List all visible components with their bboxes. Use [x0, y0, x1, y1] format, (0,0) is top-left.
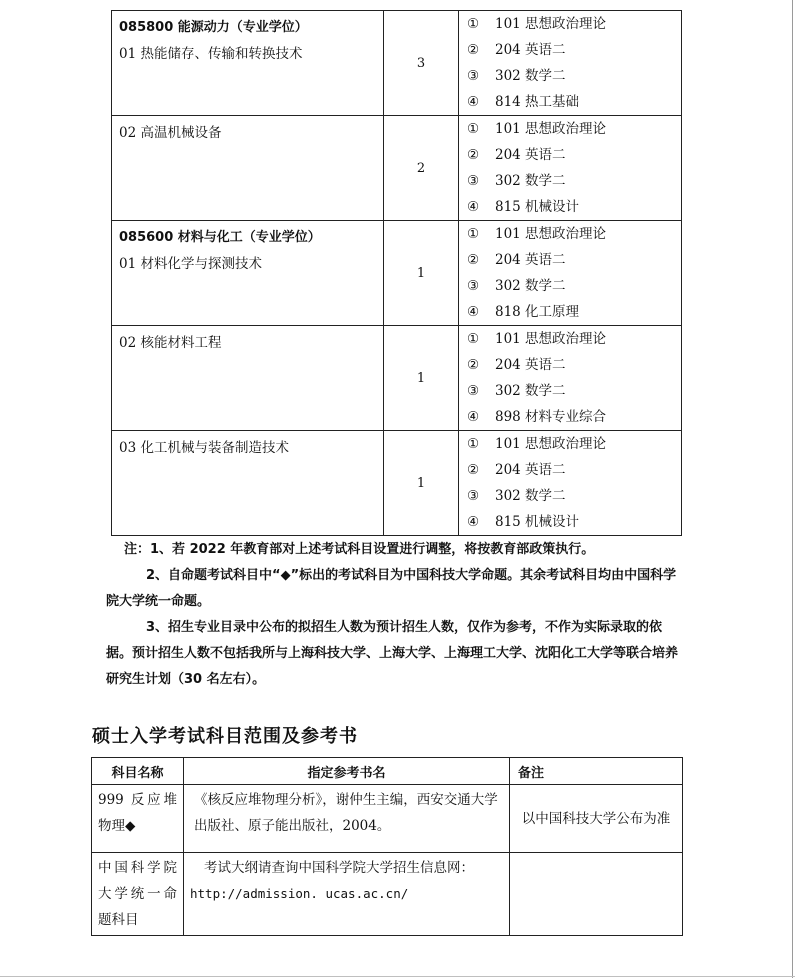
notes-section	[106, 537, 686, 693]
ref-remark: 以中国科技大学公布为准	[510, 785, 683, 853]
subject-number: ②	[467, 252, 480, 268]
reference-table	[91, 757, 683, 936]
subject-name: 898 材料专业综合	[495, 409, 607, 425]
subject-name: 818 化工原理	[495, 304, 580, 320]
reference-header-row	[92, 758, 683, 785]
subject-number: ④	[467, 514, 480, 530]
program-cell	[112, 431, 384, 536]
subject-name: 815 机械设计	[495, 199, 580, 215]
subject-number: ③	[467, 68, 480, 84]
exam-subject	[467, 142, 681, 168]
subjects-cell	[459, 326, 682, 431]
subject-name: 814 热工基础	[495, 94, 580, 110]
exam-subject	[467, 273, 681, 299]
quota-cell: 1	[384, 326, 459, 431]
program-direction: 03 化工机械与装备制造技术	[119, 440, 289, 456]
subject-number: ②	[467, 357, 480, 373]
note-3: 3、招生专业目录中公布的拟招生人数为预计招生人数，仅作为参考，不作为实际录取的依据。预计招生人数不包括我所与上海科技大学、上海大学、上海理工大学、沈阳化工大学等联合培养研究生计划（30 名左右）。	[106, 620, 679, 687]
subject-number: ④	[467, 199, 480, 215]
program-row	[112, 221, 682, 326]
subject-number: ③	[467, 173, 480, 189]
exam-subject	[467, 404, 681, 430]
exam-subject	[467, 63, 681, 89]
ref-book	[184, 785, 510, 853]
admission-link[interactable]: http://admission. ucas.ac.cn/	[190, 886, 409, 901]
subjects-cell	[459, 431, 682, 536]
subject-number: ①	[467, 331, 480, 347]
exam-subject	[467, 194, 681, 220]
subject-number: ①	[467, 16, 480, 32]
subject-name: 302 数学二	[495, 173, 566, 189]
exam-subject	[467, 168, 681, 194]
quota-cell: 1	[384, 221, 459, 326]
ref-book-text: 考试大纲请查询中国科学院大学招生信息网：	[204, 860, 474, 876]
subject-name: 204 英语二	[495, 462, 566, 478]
ref-subject: 999 反应堆物理◆	[92, 785, 184, 853]
reference-heading: 硕士入学考试科目范围及参考书	[92, 726, 358, 747]
quota-cell: 1	[384, 431, 459, 536]
exam-subject	[467, 89, 681, 115]
subject-number: ③	[467, 278, 480, 294]
exam-subject	[467, 221, 681, 247]
subject-number: ①	[467, 121, 480, 137]
subject-number: ④	[467, 94, 480, 110]
subject-name: 815 机械设计	[495, 514, 580, 530]
reference-row	[92, 853, 683, 936]
exam-subject	[467, 37, 681, 63]
page-edge-right	[792, 0, 793, 978]
program-title: 085600 材料与化工（专业学位）	[119, 230, 321, 245]
program-cell	[112, 116, 384, 221]
ref-subject: 中国科学院大学统一命题科目	[92, 853, 184, 936]
subject-number: ②	[467, 42, 480, 58]
subject-name: 101 思想政治理论	[495, 16, 607, 32]
subject-number: ②	[467, 147, 480, 163]
exam-subject	[467, 326, 681, 352]
exam-subject	[467, 378, 681, 404]
subject-name: 101 思想政治理论	[495, 226, 607, 242]
program-direction: 01 热能储存、传输和转换技术	[119, 46, 303, 62]
page-edge-bottom	[0, 976, 795, 977]
program-cell	[112, 326, 384, 431]
exam-subject	[467, 457, 681, 483]
program-direction: 02 高温机械设备	[119, 125, 222, 141]
subject-name: 204 英语二	[495, 42, 566, 58]
note-1: 注：1、若 2022 年教育部对上述考试科目设置进行调整，将按教育部政策执行。	[124, 542, 595, 557]
program-row	[112, 431, 682, 536]
ref-remark	[510, 853, 683, 936]
subject-name: 302 数学二	[495, 68, 566, 84]
program-direction: 01 材料化学与探测技术	[119, 256, 262, 272]
subject-name: 302 数学二	[495, 278, 566, 294]
program-row	[112, 116, 682, 221]
subjects-cell	[459, 116, 682, 221]
header-remark: 备注	[510, 758, 683, 785]
exam-subject	[467, 11, 681, 37]
header-book: 指定参考书名	[184, 758, 510, 785]
subject-name: 302 数学二	[495, 383, 566, 399]
program-cell	[112, 221, 384, 326]
subject-name: 204 英语二	[495, 147, 566, 163]
subject-name: 101 思想政治理论	[495, 436, 607, 452]
subjects-cell	[459, 11, 682, 116]
subject-name: 204 英语二	[495, 252, 566, 268]
subject-name: 204 英语二	[495, 357, 566, 373]
subject-number: ③	[467, 383, 480, 399]
subject-number: ④	[467, 304, 480, 320]
exam-subject	[467, 299, 681, 325]
quota-cell: 3	[384, 11, 459, 116]
subject-number: ④	[467, 409, 480, 425]
exam-subject	[467, 509, 681, 535]
subject-name: 302 数学二	[495, 488, 566, 504]
subject-name: 101 思想政治理论	[495, 331, 607, 347]
subject-number: ①	[467, 226, 480, 242]
note-2: 2、自命题考试科目中“◆”标出的考试科目为中国科技大学命题。其余考试科目均由中国科学院大学统一命题。	[106, 568, 677, 609]
subject-number: ②	[467, 462, 480, 478]
exam-subject	[467, 247, 681, 273]
exam-subject	[467, 483, 681, 509]
program-row	[112, 11, 682, 116]
program-title: 085800 能源动力（专业学位）	[119, 20, 308, 35]
reference-row	[92, 785, 683, 853]
exam-subject	[467, 116, 681, 142]
programs-table	[111, 10, 682, 536]
ref-book-text: 《核反应堆物理分析》，谢仲生主编，西安交通大学出版社、原子能出版社，2004。	[194, 792, 498, 834]
quota-cell: 2	[384, 116, 459, 221]
program-row	[112, 326, 682, 431]
header-subject: 科目名称	[92, 758, 184, 785]
subjects-cell	[459, 221, 682, 326]
program-direction: 02 核能材料工程	[119, 335, 222, 351]
subject-number: ③	[467, 488, 480, 504]
exam-subject	[467, 352, 681, 378]
subject-name: 101 思想政治理论	[495, 121, 607, 137]
ref-book	[184, 853, 510, 936]
subject-number: ①	[467, 436, 480, 452]
program-cell	[112, 11, 384, 116]
exam-subject	[467, 431, 681, 457]
